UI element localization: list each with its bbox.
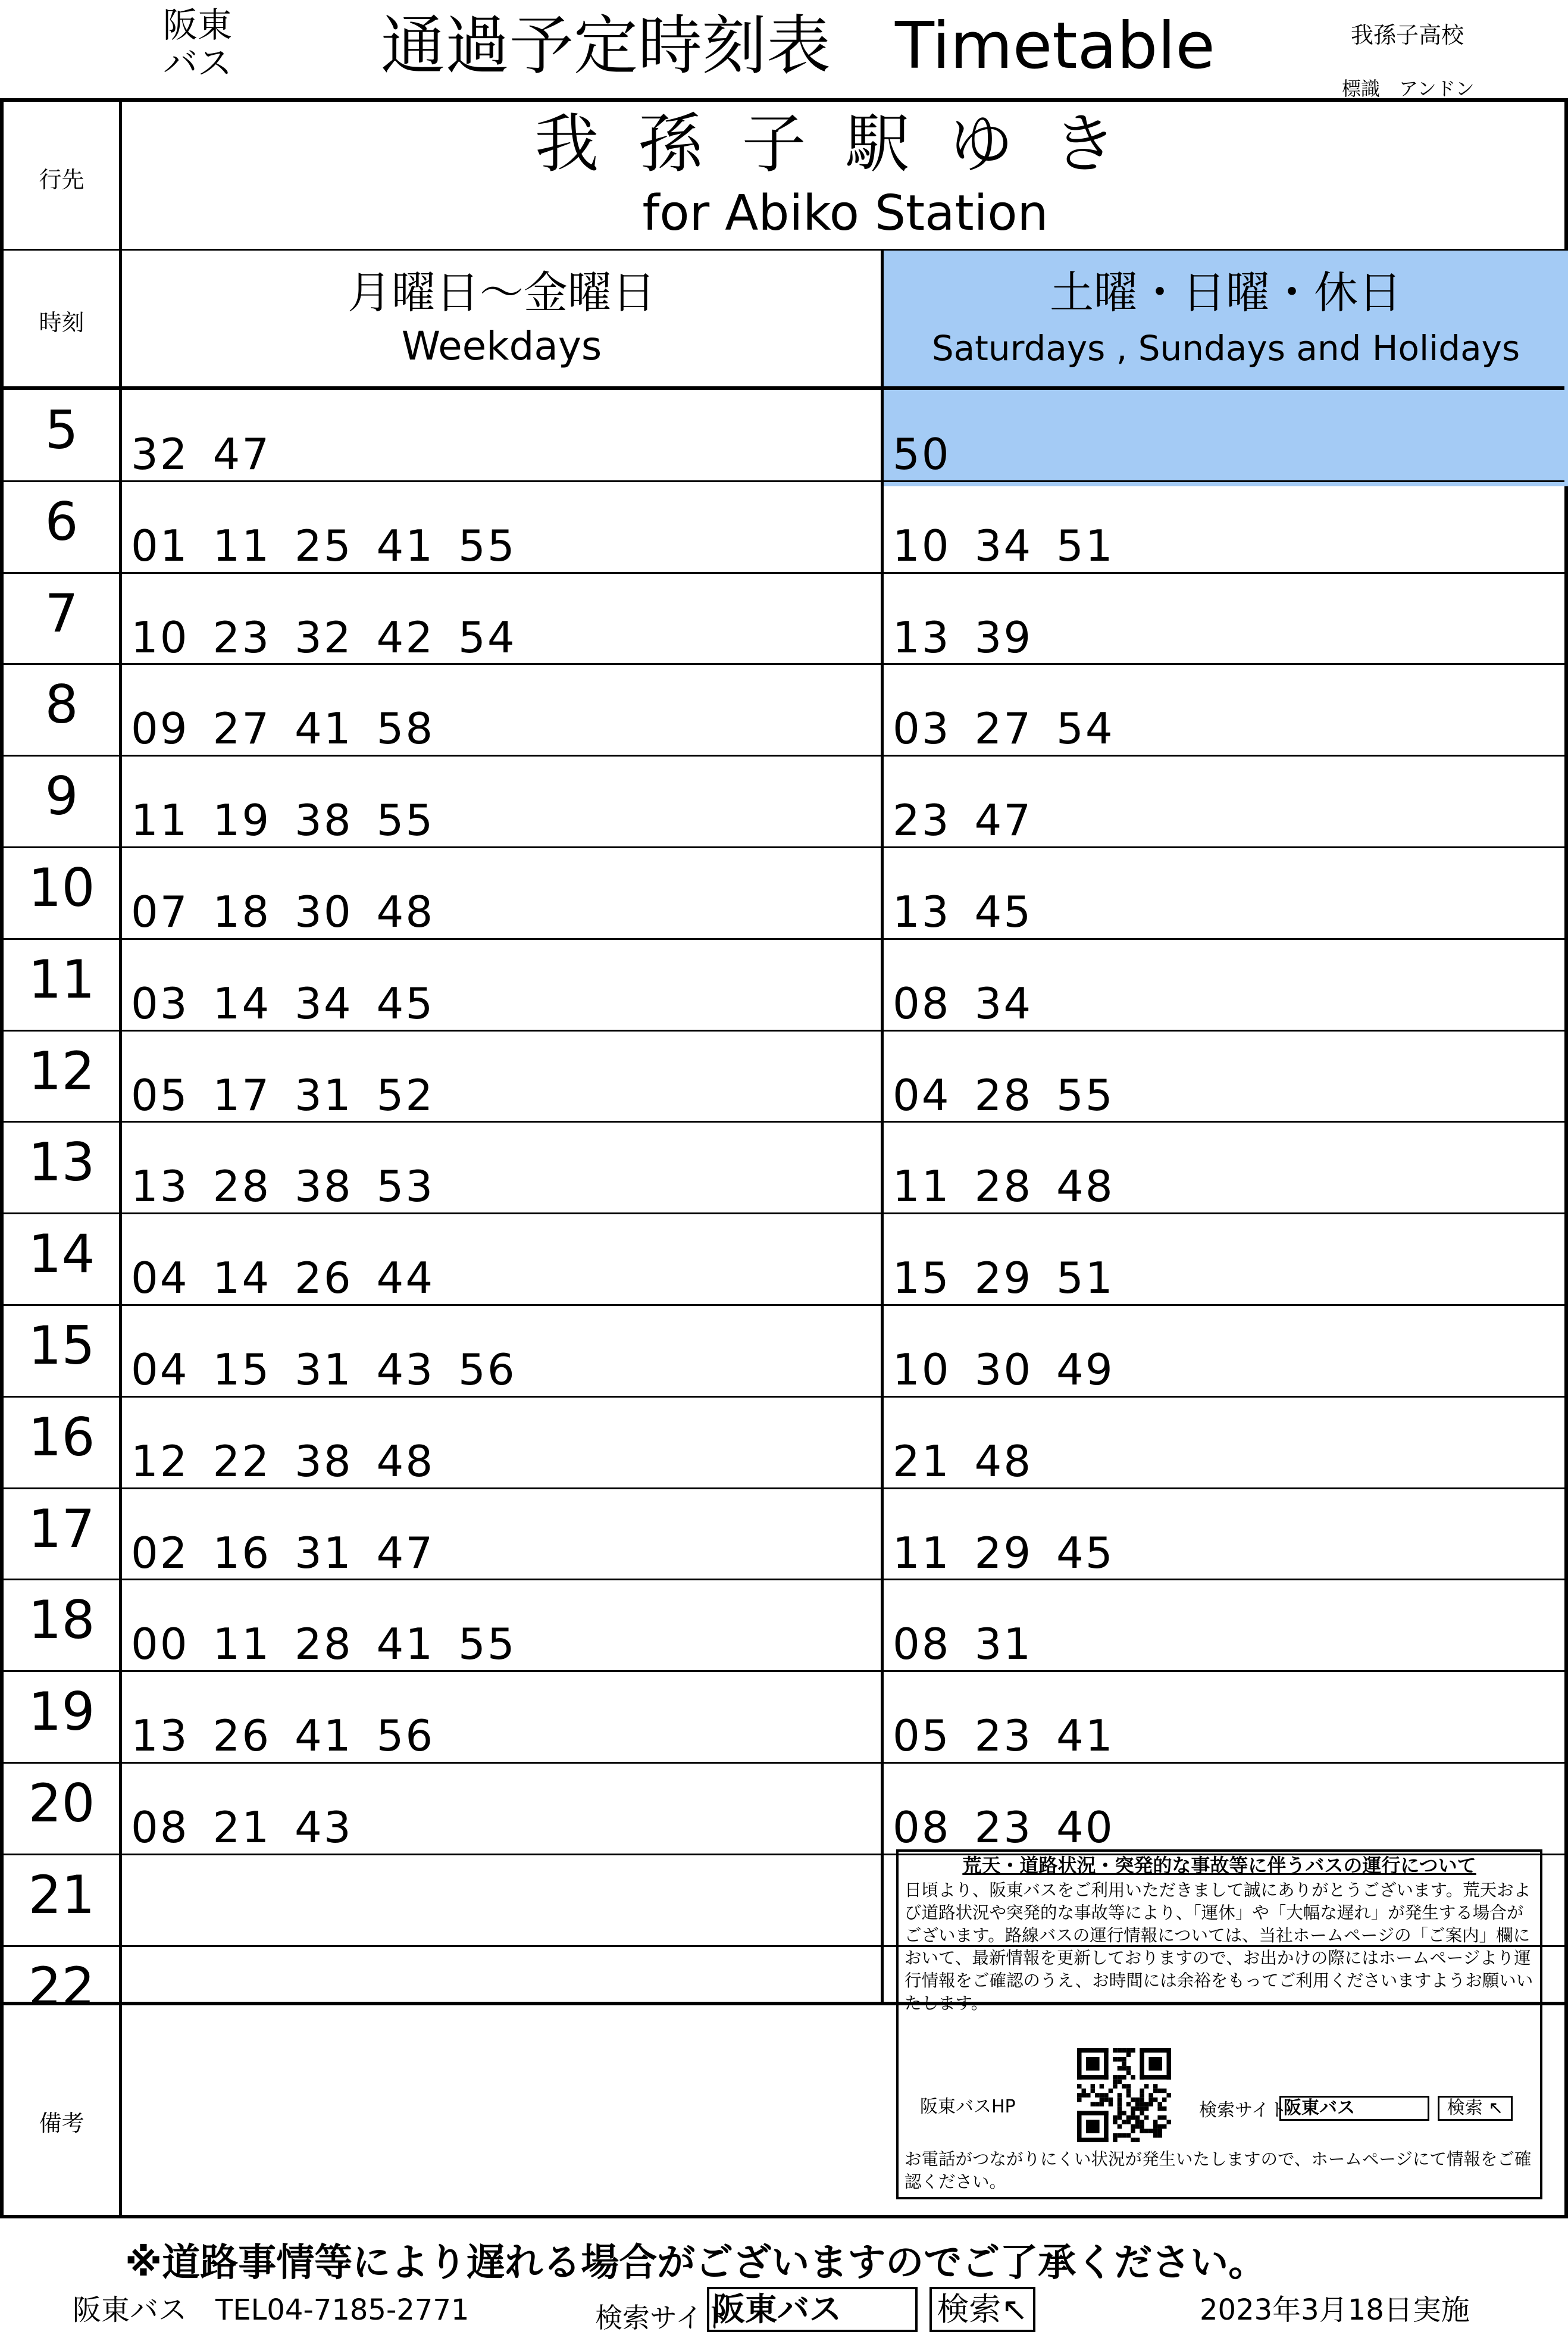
weekday-minutes: 02 16 31 47 bbox=[131, 1527, 435, 1578]
row-divider bbox=[4, 1396, 1564, 1398]
row-divider bbox=[4, 1579, 1564, 1580]
weekday-header-en: Weekdays bbox=[401, 323, 602, 369]
weekday-minutes: 09 27 41 58 bbox=[131, 704, 435, 754]
sign-type: 標識 アンドン bbox=[1342, 77, 1475, 100]
hour-cell: 8 bbox=[45, 674, 79, 736]
hour-cell: 11 bbox=[28, 948, 95, 1010]
notice-search-field[interactable]: 阪東バス bbox=[1279, 2096, 1429, 2121]
hour-cell: 17 bbox=[28, 1498, 95, 1559]
hour-cell: 10 bbox=[28, 857, 95, 918]
column-divider bbox=[881, 251, 884, 2002]
row-divider bbox=[4, 1212, 1564, 1214]
destination-en: for Abiko Station bbox=[642, 185, 1049, 242]
weekday-minutes: 04 14 26 44 bbox=[131, 1253, 435, 1304]
row-divider bbox=[4, 1487, 1564, 1489]
row-divider bbox=[4, 572, 1564, 574]
row-divider bbox=[4, 663, 1564, 665]
holiday-minutes: 04 28 55 bbox=[893, 1070, 1115, 1120]
company-phone: 阪東バス TEL04-7185-2771 bbox=[73, 2293, 470, 2327]
notice-footer: お電話がつながりにくい状況が発生いたしますので、ホームページにて情報をご確認ください。 bbox=[905, 2149, 1532, 2192]
row-divider bbox=[4, 938, 1564, 940]
holiday-minutes: 21 48 bbox=[893, 1436, 1033, 1486]
hour-cell: 18 bbox=[28, 1589, 95, 1651]
holiday-minutes: 10 30 49 bbox=[893, 1345, 1115, 1395]
weekday-minutes: 32 47 bbox=[131, 429, 271, 479]
time-label: 時刻 bbox=[39, 310, 84, 336]
remarks-label: 備考 bbox=[39, 2110, 84, 2136]
hour-cell: 16 bbox=[28, 1406, 95, 1468]
hour-cell: 7 bbox=[45, 582, 79, 644]
homepage-label: 阪東バスHP bbox=[920, 2096, 1016, 2117]
notice-title: 荒天・道路状況・突発的な事故等に伴うバスの運行について bbox=[962, 1854, 1476, 1877]
holiday-minutes: 10 34 51 bbox=[893, 520, 1115, 571]
weekday-minutes: 13 26 41 56 bbox=[131, 1711, 435, 1761]
footer-search-label: 検索サイト bbox=[595, 2302, 730, 2334]
holiday-minutes: 13 45 bbox=[893, 887, 1033, 937]
row-divider bbox=[4, 846, 1564, 848]
footer-search-field[interactable]: 阪東バス bbox=[707, 2287, 918, 2332]
hour-cell: 14 bbox=[28, 1223, 95, 1285]
row-divider bbox=[4, 1030, 1564, 1032]
footer-search-button-label: 検索 bbox=[937, 2290, 1001, 2328]
row-divider bbox=[4, 1762, 1564, 1764]
company-name: 阪東バス bbox=[162, 5, 232, 83]
hour-cell: 5 bbox=[45, 399, 79, 461]
hour-cell: 20 bbox=[28, 1773, 95, 1834]
destination-label: 行先 bbox=[39, 167, 84, 193]
hour-cell: 21 bbox=[28, 1864, 95, 1926]
weekday-minutes: 08 21 43 bbox=[131, 1802, 353, 1852]
hour-cell: 6 bbox=[45, 490, 79, 552]
holiday-header-en: Saturdays , Sundays and Holidays bbox=[931, 328, 1520, 368]
footer-search-button[interactable] bbox=[929, 2287, 1035, 2332]
hour-cell: 13 bbox=[28, 1132, 95, 1193]
notice-box bbox=[896, 1849, 1542, 2199]
weekday-minutes: 07 18 30 48 bbox=[131, 887, 435, 937]
hour-cell: 19 bbox=[28, 1681, 95, 1743]
stop-name: 我孫子高校 bbox=[1351, 22, 1464, 48]
notice-body: 日頃より、阪東バスをご利用いただきまして誠にありがとうございます。荒天および道路状況や突発的な事故等により、「運休」や「大幅な遅れ」が発生する場合がございます。路線バスの運行情報については、当社ホームページの「ご案内」欄において、最新情報を更新しておりますので、お出かけの際にはホームページより運行情報をご確認のうえ、お時間には余裕をもってご利用くださいますようお願いいたします。 bbox=[905, 1880, 1533, 2013]
row-divider bbox=[4, 386, 1564, 390]
holiday-minutes: 08 34 bbox=[893, 978, 1033, 1029]
holiday-minutes: 23 47 bbox=[893, 795, 1033, 846]
weekday-minutes: 01 11 25 41 55 bbox=[131, 520, 517, 571]
weekday-minutes: 10 23 32 42 54 bbox=[131, 612, 517, 662]
holiday-minutes: 13 39 bbox=[893, 612, 1033, 662]
row-divider bbox=[4, 1304, 1564, 1306]
holiday-header-ja: 土曜・日曜・休日 bbox=[1050, 267, 1402, 318]
weekday-minutes: 13 28 38 53 bbox=[131, 1161, 435, 1212]
cursor-icon: ↖ bbox=[1488, 2098, 1504, 2118]
notice-search-label: 検索サイト bbox=[1199, 2100, 1287, 2121]
page-title: 通過予定時刻表 Timetable bbox=[381, 9, 1215, 83]
holiday-minutes: 08 31 bbox=[893, 1619, 1033, 1670]
weekday-minutes: 05 17 31 52 bbox=[131, 1070, 435, 1120]
weekday-header-ja: 月曜日～金曜日 bbox=[348, 267, 656, 318]
hour-cell: 9 bbox=[45, 765, 79, 827]
row-divider bbox=[4, 249, 1564, 251]
holiday-minutes: 08 23 40 bbox=[893, 1802, 1115, 1852]
weekday-minutes: 03 14 34 45 bbox=[131, 978, 435, 1029]
row-divider bbox=[4, 480, 1564, 482]
holiday-minutes: 50 bbox=[893, 429, 951, 479]
weekday-minutes: 12 22 38 48 bbox=[131, 1436, 435, 1486]
notice-search-button[interactable] bbox=[1438, 2096, 1513, 2121]
holiday-minutes: 11 29 45 bbox=[893, 1527, 1115, 1578]
holiday-minutes: 11 28 48 bbox=[893, 1161, 1115, 1212]
holiday-minutes: 15 29 51 bbox=[893, 1253, 1115, 1304]
destination-ja: 我孫子駅ゆき bbox=[534, 107, 1156, 182]
row-divider bbox=[4, 755, 1564, 757]
row-divider bbox=[4, 1121, 1564, 1123]
row-divider bbox=[4, 1670, 1564, 1672]
notice-search-button-label: 検索 bbox=[1447, 2098, 1483, 2118]
cursor-icon: ↖ bbox=[1001, 2290, 1028, 2328]
holiday-minutes: 05 23 41 bbox=[893, 1711, 1115, 1761]
holiday-minutes: 03 27 54 bbox=[893, 704, 1115, 754]
weekday-minutes: 04 15 31 43 56 bbox=[131, 1345, 517, 1395]
weekday-minutes: 00 11 28 41 55 bbox=[131, 1619, 517, 1670]
hour-cell: 15 bbox=[28, 1315, 95, 1376]
qr-code-icon[interactable] bbox=[1077, 2048, 1171, 2142]
effective-date: 2023年3月18日実施 bbox=[1200, 2293, 1470, 2327]
hour-cell: 22 bbox=[28, 1955, 95, 2017]
caution-text: ※道路事情等により遅れる場合がございますのでご了承ください。 bbox=[125, 2241, 1267, 2285]
weekday-minutes: 11 19 38 55 bbox=[131, 795, 435, 846]
hour-cell: 12 bbox=[28, 1040, 95, 1102]
